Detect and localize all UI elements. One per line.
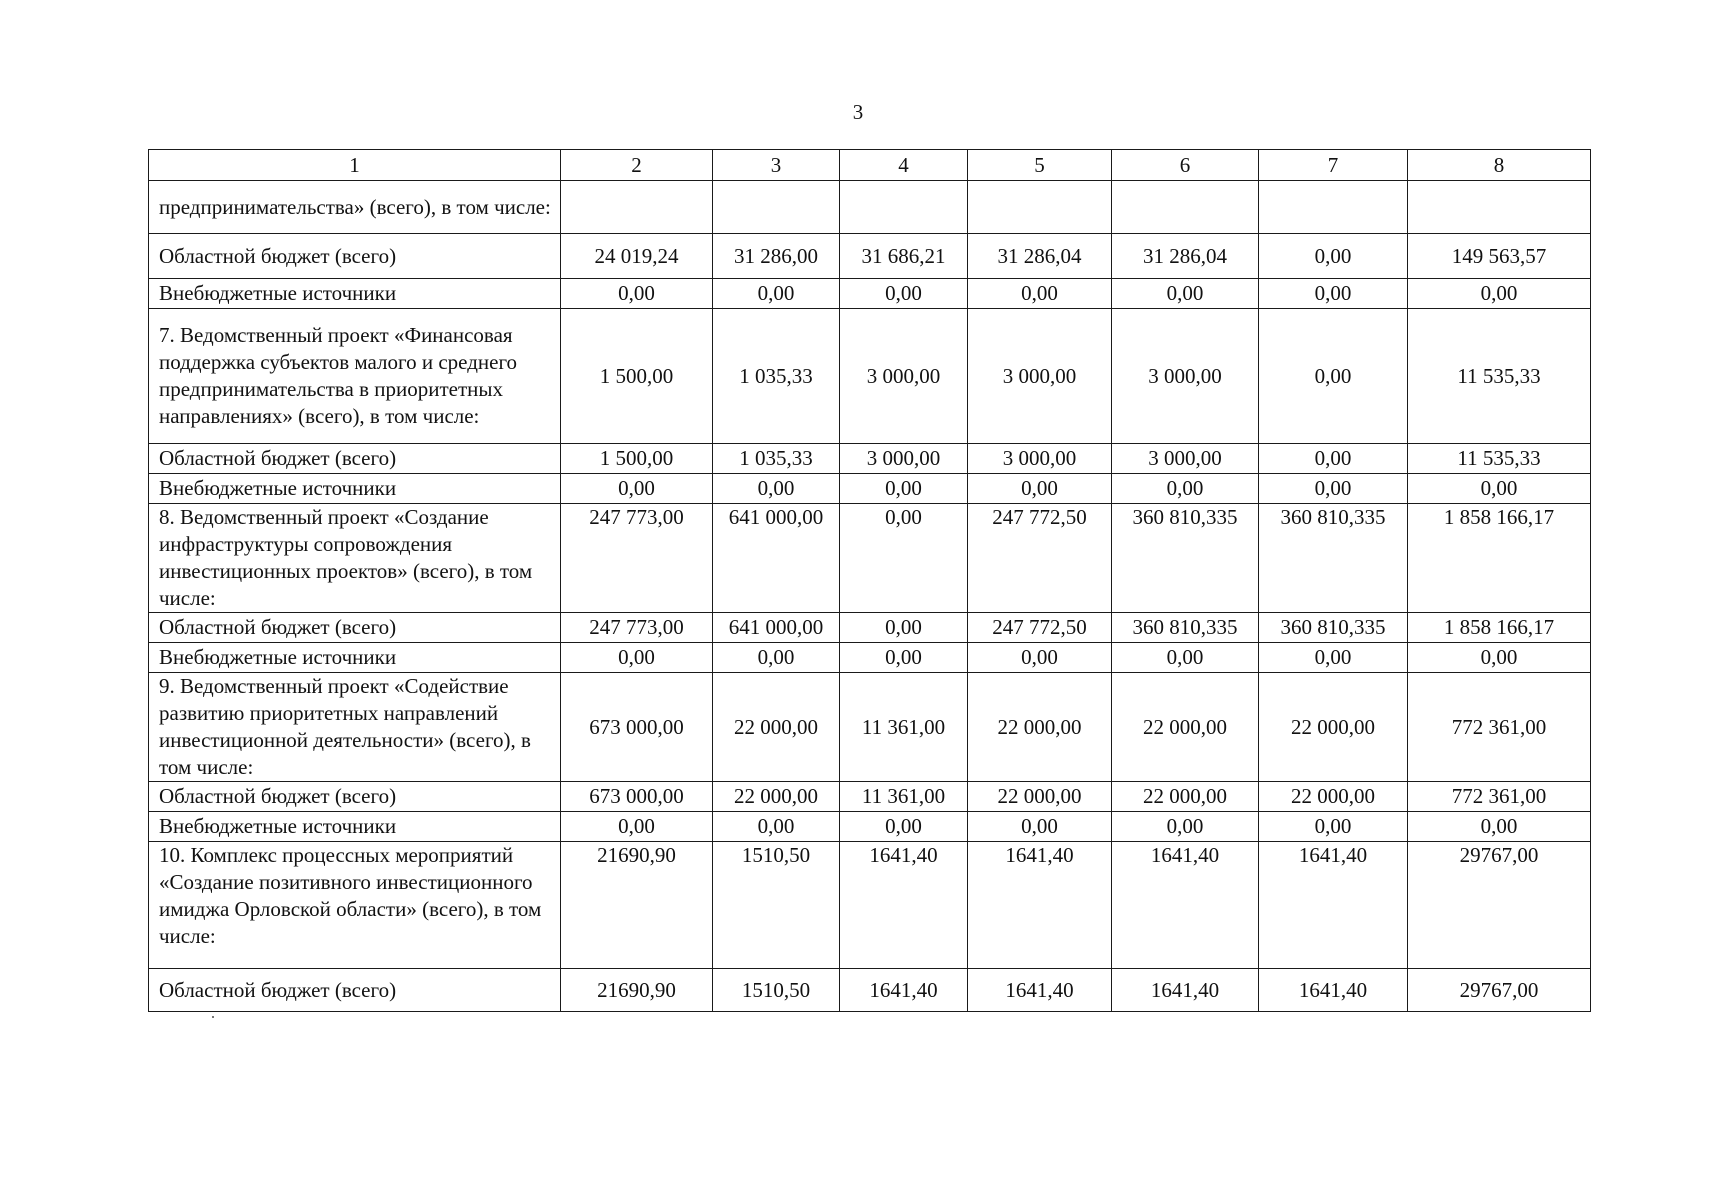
value-cell: 641 000,00 (713, 504, 840, 613)
value-cell: 31 286,00 (713, 234, 840, 279)
value-cell: 0,00 (1259, 812, 1408, 842)
row-label: Областной бюджет (всего) (149, 613, 561, 643)
value-cell: 1 500,00 (561, 444, 713, 474)
value-cell: 1641,40 (1112, 842, 1259, 969)
value-cell (1408, 181, 1591, 234)
value-cell: 0,00 (713, 279, 840, 309)
value-cell: 0,00 (1259, 444, 1408, 474)
value-cell: 11 535,33 (1408, 309, 1591, 444)
header-cell: 3 (713, 150, 840, 181)
value-cell: 1510,50 (713, 969, 840, 1012)
value-cell: 24 019,24 (561, 234, 713, 279)
value-cell: 0,00 (840, 643, 968, 673)
value-cell: 0,00 (840, 279, 968, 309)
value-cell: 1641,40 (1112, 969, 1259, 1012)
value-cell: 31 286,04 (1112, 234, 1259, 279)
value-cell: 673 000,00 (561, 782, 713, 812)
value-cell: 0,00 (1408, 812, 1591, 842)
row-label: Внебюджетные источники (149, 643, 561, 673)
value-cell: 1641,40 (1259, 842, 1408, 969)
value-cell: 0,00 (1259, 234, 1408, 279)
value-cell: 22 000,00 (968, 673, 1112, 782)
value-cell: 11 361,00 (840, 782, 968, 812)
value-cell: 0,00 (840, 504, 968, 613)
header-cell: 2 (561, 150, 713, 181)
value-cell: 0,00 (1259, 279, 1408, 309)
row-label: Внебюджетные источники (149, 279, 561, 309)
value-cell: 1 858 166,17 (1408, 613, 1591, 643)
extrabudgetary-row (149, 474, 1591, 504)
value-cell: 1641,40 (968, 969, 1112, 1012)
regional-budget-row (149, 444, 1591, 474)
value-cell: 1641,40 (968, 842, 1112, 969)
value-cell: 360 810,335 (1259, 504, 1408, 613)
value-cell: 3 000,00 (1112, 444, 1259, 474)
value-cell: 641 000,00 (713, 613, 840, 643)
value-cell: 0,00 (840, 474, 968, 504)
row-label: Областной бюджет (всего) (149, 969, 561, 1012)
value-cell: 247 772,50 (968, 613, 1112, 643)
value-cell: 772 361,00 (1408, 673, 1591, 782)
header-cell: 1 (149, 150, 561, 181)
row-label: 10. Комплекс процессных мероприятий «Создание позитивного инвестиционного имиджа Орловской области» (всего), в том числе: (149, 842, 561, 969)
value-cell: 360 810,335 (1112, 613, 1259, 643)
value-cell: 1 035,33 (713, 444, 840, 474)
row-label: Внебюджетные источники (149, 812, 561, 842)
value-cell: 21690,90 (561, 969, 713, 1012)
row-label: 9. Ведомственный проект «Содействие развитию приоритетных направлений инвестиционной деятельности» (всего), в том числе: (149, 673, 561, 782)
value-cell: 0,00 (840, 812, 968, 842)
value-cell: 11 535,33 (1408, 444, 1591, 474)
value-cell: 0,00 (1259, 474, 1408, 504)
value-cell: 0,00 (561, 279, 713, 309)
header-row (149, 150, 1591, 181)
value-cell: 11 361,00 (840, 673, 968, 782)
value-cell: 772 361,00 (1408, 782, 1591, 812)
value-cell: 0,00 (1408, 643, 1591, 673)
regional-budget-row (149, 969, 1591, 1012)
value-cell: 22 000,00 (968, 782, 1112, 812)
value-cell: 1641,40 (1259, 969, 1408, 1012)
extrabudgetary-row (149, 643, 1591, 673)
value-cell (561, 181, 713, 234)
value-cell: 1510,50 (713, 842, 840, 969)
row-label: Областной бюджет (всего) (149, 444, 561, 474)
row-label: Областной бюджет (всего) (149, 782, 561, 812)
value-cell: 0,00 (1408, 474, 1591, 504)
header-cell: 4 (840, 150, 968, 181)
value-cell: 29767,00 (1408, 969, 1591, 1012)
budget-table (148, 149, 1591, 1012)
value-cell: 149 563,57 (1408, 234, 1591, 279)
value-cell: 1641,40 (840, 969, 968, 1012)
extrabudgetary-row (149, 279, 1591, 309)
header-cell: 7 (1259, 150, 1408, 181)
value-cell: 360 810,335 (1112, 504, 1259, 613)
row-label: Областной бюджет (всего) (149, 234, 561, 279)
value-cell: 247 773,00 (561, 504, 713, 613)
value-cell: 3 000,00 (968, 444, 1112, 474)
row-label: 8. Ведомственный проект «Создание инфраструктуры сопровождения инвестиционных проектов» (всего), в том числе: (149, 504, 561, 613)
value-cell: 0,00 (1259, 309, 1408, 444)
row-label: 7. Ведомственный проект «Финансовая поддержка субъектов малого и среднего предпринимательства в приоритетных направлениях» (всего), в том числе: (149, 309, 561, 444)
value-cell: 22 000,00 (1259, 673, 1408, 782)
value-cell (1112, 181, 1259, 234)
project-row (149, 673, 1591, 782)
scan-speck (212, 1016, 214, 1018)
project-row (149, 309, 1591, 444)
value-cell: 0,00 (968, 279, 1112, 309)
page-number: 3 (852, 100, 864, 124)
row-label: предпринимательства» (всего), в том числе: (149, 181, 561, 234)
row-label: Внебюджетные источники (149, 474, 561, 504)
value-cell: 1641,40 (840, 842, 968, 969)
value-cell: 0,00 (840, 613, 968, 643)
value-cell: 21690,90 (561, 842, 713, 969)
value-cell (968, 181, 1112, 234)
value-cell: 29767,00 (1408, 842, 1591, 969)
value-cell: 0,00 (1112, 279, 1259, 309)
value-cell: 0,00 (1408, 279, 1591, 309)
value-cell: 0,00 (561, 812, 713, 842)
value-cell: 0,00 (561, 474, 713, 504)
value-cell: 3 000,00 (1112, 309, 1259, 444)
value-cell: 0,00 (713, 474, 840, 504)
value-cell: 3 000,00 (840, 444, 968, 474)
value-cell: 22 000,00 (1259, 782, 1408, 812)
value-cell: 3 000,00 (840, 309, 968, 444)
value-cell: 1 035,33 (713, 309, 840, 444)
value-cell: 0,00 (561, 643, 713, 673)
value-cell: 247 772,50 (968, 504, 1112, 613)
value-cell: 1 500,00 (561, 309, 713, 444)
header-cell: 8 (1408, 150, 1591, 181)
value-cell: 0,00 (1112, 474, 1259, 504)
value-cell (840, 181, 968, 234)
value-cell: 1 858 166,17 (1408, 504, 1591, 613)
header-cell: 6 (1112, 150, 1259, 181)
value-cell: 0,00 (968, 812, 1112, 842)
continuation-row (149, 181, 1591, 234)
value-cell: 673 000,00 (561, 673, 713, 782)
value-cell: 360 810,335 (1259, 613, 1408, 643)
value-cell: 22 000,00 (713, 782, 840, 812)
value-cell: 0,00 (1112, 812, 1259, 842)
value-cell: 22 000,00 (1112, 673, 1259, 782)
value-cell: 3 000,00 (968, 309, 1112, 444)
project-row (149, 504, 1591, 613)
regional-budget-row (149, 234, 1591, 279)
value-cell: 31 286,04 (968, 234, 1112, 279)
regional-budget-row (149, 613, 1591, 643)
value-cell: 0,00 (713, 643, 840, 673)
value-cell (1259, 181, 1408, 234)
value-cell: 22 000,00 (713, 673, 840, 782)
value-cell: 247 773,00 (561, 613, 713, 643)
project-row (149, 842, 1591, 969)
value-cell: 0,00 (713, 812, 840, 842)
header-cell: 5 (968, 150, 1112, 181)
value-cell: 31 686,21 (840, 234, 968, 279)
regional-budget-row (149, 782, 1591, 812)
value-cell: 0,00 (1259, 643, 1408, 673)
extrabudgetary-row (149, 812, 1591, 842)
value-cell: 0,00 (1112, 643, 1259, 673)
value-cell: 0,00 (968, 474, 1112, 504)
value-cell: 22 000,00 (1112, 782, 1259, 812)
value-cell (713, 181, 840, 234)
value-cell: 0,00 (968, 643, 1112, 673)
